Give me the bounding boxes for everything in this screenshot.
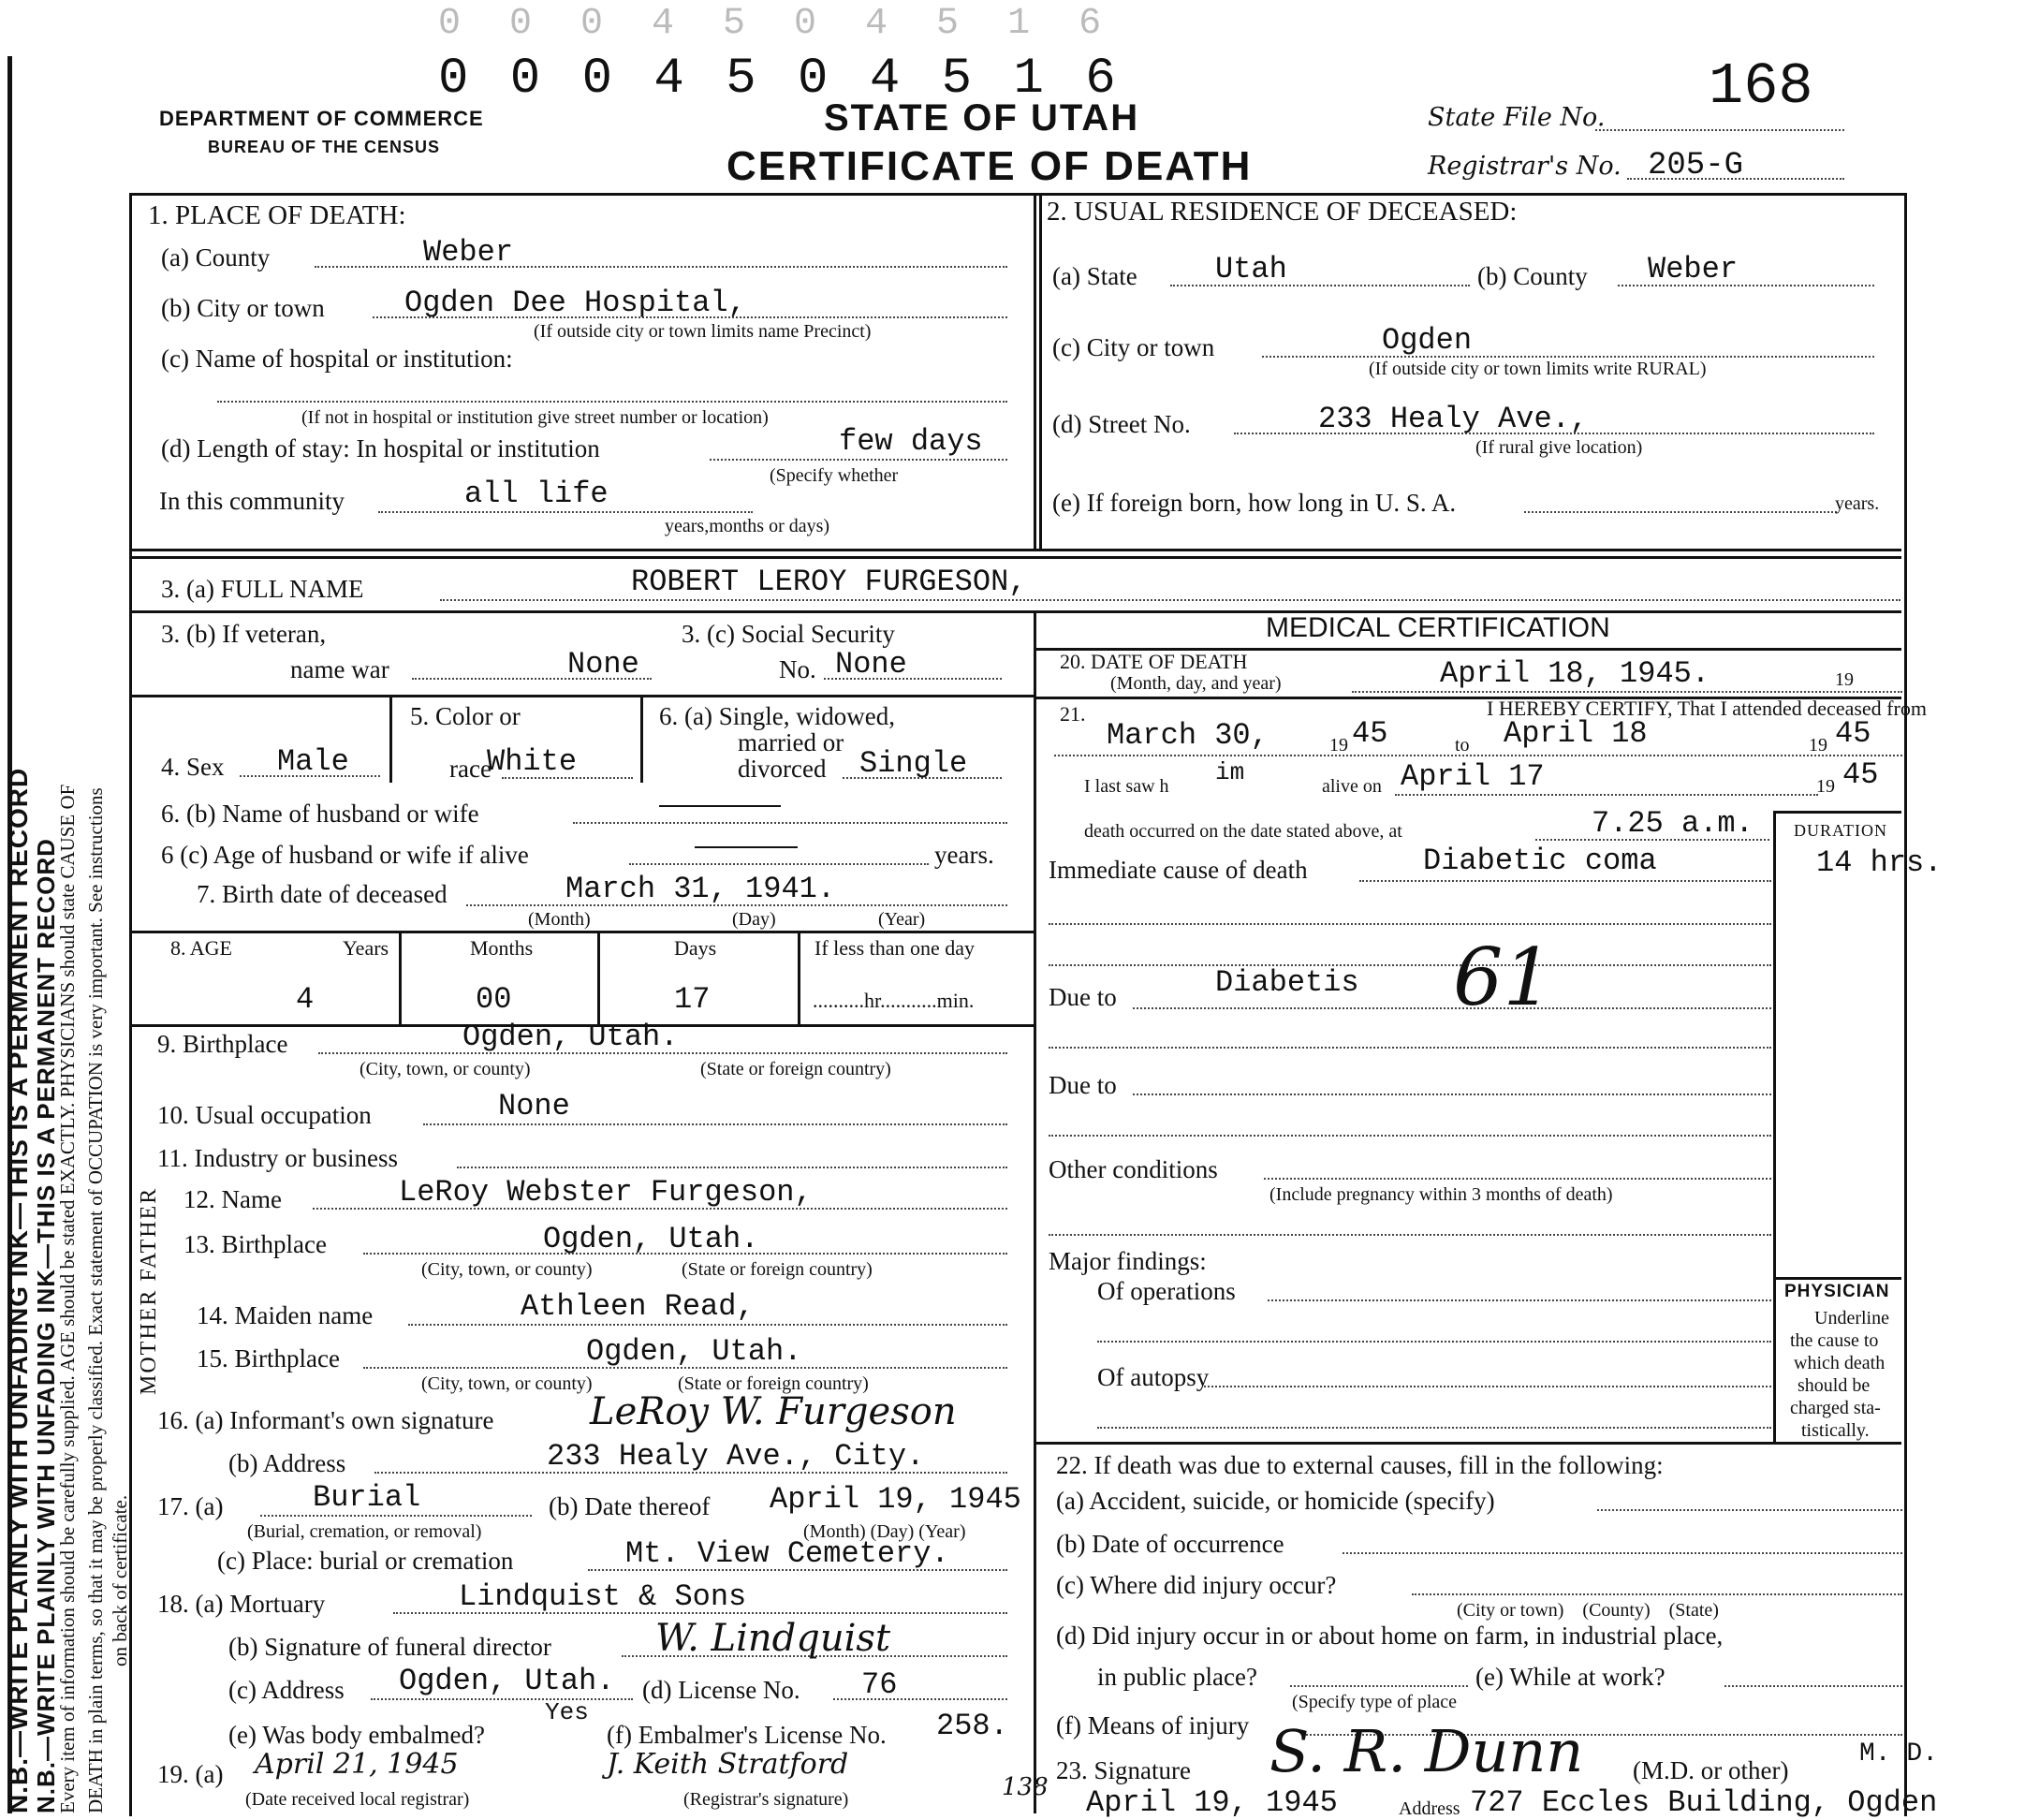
death-county-value: Weber <box>423 235 514 270</box>
last-saw-value: April 17 <box>1401 759 1545 794</box>
bureau-label: BUREAU OF THE CENSUS <box>208 138 441 156</box>
last-saw-19: 19 <box>1816 776 1835 797</box>
year-note: (Year) <box>878 909 926 930</box>
spouse-years: years. <box>934 841 994 869</box>
physician-address-value: 727 Eccles Building, Ogden <box>1470 1785 1938 1820</box>
full-name-value: ROBERT LEROY FURGESON, <box>631 565 1027 599</box>
marital-label-3: divorced <box>738 755 827 783</box>
registrar-mark: 138 <box>1002 1773 1049 1801</box>
margin-instructions-2: DEATH in plain terms, so that it may be properly classified. Exact statement of OCCUPATION is very important. See instructions <box>84 787 107 1813</box>
race-value: White <box>487 744 578 779</box>
md-value: M. D. <box>1859 1739 1939 1769</box>
date-of-death-value: April 18, 1945. <box>1440 656 1710 691</box>
occupation-label: 10. Usual occupation <box>157 1101 372 1129</box>
foreign-born-label: (e) If foreign born, how long in U. S. A. <box>1052 489 1457 517</box>
date-of-death-label: 20. DATE OF DEATH <box>1060 650 1248 673</box>
certify-text: I HEREBY CERTIFY, That I attended deceased from <box>1487 697 1927 720</box>
burial-place-label: (c) Place: burial or cremation <box>217 1547 514 1575</box>
residence-state-value: Utah <box>1215 252 1287 286</box>
received-date-value: April 21, 1945 <box>255 1748 459 1781</box>
immediate-cause-label: Immediate cause of death <box>1049 856 1308 884</box>
burial-place-value: Mt. View Cemetery. <box>625 1536 949 1571</box>
license-label: (d) License No. <box>642 1676 800 1704</box>
sex-value: Male <box>277 744 349 779</box>
death-city-label: (b) City or town <box>161 294 325 322</box>
certify-number: 21. <box>1060 702 1086 726</box>
community-label: In this community <box>159 487 345 515</box>
last-saw-year: 45 <box>1842 757 1879 792</box>
received-note: (Date received local registrar) <box>245 1789 470 1810</box>
social-security-label: 3. (c) Social Security <box>682 620 895 648</box>
full-name-label: 3. (a) FULL NAME <box>161 575 364 603</box>
father-city-note: (City, town, or county) <box>421 1259 593 1280</box>
place-of-death-heading: 1. PLACE OF DEATH: <box>148 200 406 230</box>
father-state-note: (State or foreign country) <box>682 1259 873 1280</box>
external-c-label: (c) Where did injury occur? <box>1056 1571 1337 1599</box>
margin-instructions-1: Every item of information should be carefully supplied. AGE should be stated EXACTLY. PHYSICIANS should state CAUSE OF <box>56 784 79 1813</box>
residence-county-value: Weber <box>1648 252 1739 286</box>
length-of-stay-label: (d) Length of stay: In hospital or institution <box>161 434 600 462</box>
hr-min-field: ..........hr...........min. <box>813 989 975 1012</box>
community-value: all life <box>464 477 609 511</box>
external-f-label: (f) Means of injury <box>1056 1711 1250 1739</box>
father-birthplace-label: 13. Birthplace <box>183 1230 327 1258</box>
burial-mdy-note: (Month) (Day) (Year) <box>803 1521 966 1542</box>
month-note: (Month) <box>528 909 591 930</box>
pregnancy-note: (Include pregnancy within 3 months of death) <box>1269 1184 1613 1205</box>
mother-birthplace-value: Ogden, Utah. <box>586 1334 802 1369</box>
physician-note-6: tistically. <box>1801 1420 1870 1441</box>
attended-to-value: April 18 <box>1504 716 1648 751</box>
time-of-death-value: 7.25 a.m. <box>1592 806 1754 841</box>
physician-signature: S. R. Dunn <box>1269 1717 1584 1785</box>
physician-heading: PHYSICIAN <box>1784 1282 1890 1301</box>
of-operations-label: Of operations <box>1097 1277 1236 1305</box>
father-name-label: 12. Name <box>183 1185 282 1213</box>
medical-certification-heading: MEDICAL CERTIFICATION <box>1266 612 1610 643</box>
address-label: Address <box>1399 1798 1460 1819</box>
birthplace-value: Ogden, Utah. <box>462 1020 679 1054</box>
funeral-director-label: (b) Signature of funeral director <box>228 1633 551 1661</box>
spouse-name-label: 6. (b) Name of husband or wife <box>161 800 479 828</box>
embalmer-license-value: 258. <box>936 1709 1008 1743</box>
residence-heading: 2. USUAL RESIDENCE OF DECEASED: <box>1047 197 1518 227</box>
age-days-value: 17 <box>674 982 711 1017</box>
burial-value: Burial <box>313 1480 421 1515</box>
rural-note: (If rural give location) <box>1475 437 1643 458</box>
age-months-value: 00 <box>476 982 512 1017</box>
burial-date-label: (b) Date thereof <box>549 1492 711 1520</box>
birthplace-city-note: (City, town, or county) <box>360 1059 531 1079</box>
faded-serial-number: 0 0 0 4 5 0 4 5 1 6 <box>438 3 1115 45</box>
physician-signature-label: 23. Signature <box>1056 1756 1191 1784</box>
mother-name-value: Athleen Read, <box>521 1289 755 1324</box>
other-conditions-label: Other conditions <box>1049 1155 1218 1183</box>
burial-label: 17. (a) <box>157 1492 224 1520</box>
birthplace-state-note: (State or foreign country) <box>700 1059 891 1079</box>
external-d-label-2: in public place? <box>1097 1663 1257 1691</box>
duration-label: DURATION <box>1794 821 1887 840</box>
permanent-record-banner-2: N.B.—WRITE PLAINLY WITH UNFADING INK—THIS IS A PERMANENT RECORD <box>32 838 60 1813</box>
color-label: 5. Color or <box>410 702 521 730</box>
external-e-label: (e) While at work? <box>1475 1663 1665 1691</box>
external-d-note: (Specify type of place <box>1292 1692 1458 1712</box>
burial-date-value: April 19, 1945 <box>770 1482 1021 1517</box>
external-c-note: (City or town) (County) (State) <box>1457 1600 1719 1621</box>
embalmer-license-label: (f) Embalmer's License No. <box>607 1721 887 1749</box>
physician-note-2: the cause to <box>1790 1330 1879 1351</box>
state-file-label: State File No. <box>1428 103 1606 132</box>
mother-birthplace-label: 15. Birthplace <box>197 1344 340 1372</box>
to-year: 45 <box>1835 716 1871 751</box>
street-value: 233 Healy Ave., <box>1318 402 1589 436</box>
physician-note-1: Underline <box>1814 1308 1889 1328</box>
license-value: 76 <box>861 1667 898 1702</box>
external-causes-heading: 22. If death was due to external causes, fill in the following: <box>1056 1451 1664 1479</box>
alive-on-label: alive on <box>1322 776 1382 797</box>
certificate-serial-number: 0 0 0 4 5 0 4 5 1 6 <box>438 51 1122 108</box>
received-label: 19. (a) <box>157 1760 224 1788</box>
major-findings-label: Major findings: <box>1049 1247 1207 1275</box>
mortuary-value: Lindquist & Sons <box>459 1579 747 1614</box>
death-county-label: (a) County <box>161 243 271 272</box>
father-birthplace-value: Ogden, Utah. <box>543 1222 759 1256</box>
state-file-number: 168 <box>1709 53 1813 120</box>
marital-label: 6. (a) Single, widowed, <box>659 702 895 730</box>
war-label: name war <box>290 655 389 683</box>
birth-date-value: March 31, 1941. <box>565 872 836 906</box>
residence-city-value: Ogden <box>1382 323 1473 358</box>
mortuary-address-label: (c) Address <box>228 1676 345 1704</box>
permanent-record-banner: N.B.—WRITE PLAINLY WITH UNFADING INK—THIS IS A PERMANENT RECORD <box>4 767 33 1813</box>
mortuary-label: 18. (a) Mortuary <box>157 1590 326 1618</box>
mother-state-note: (State or foreign country) <box>678 1373 869 1394</box>
duration-value: 14 hrs. <box>1816 845 1943 880</box>
occupation-value: None <box>498 1089 570 1123</box>
external-b-label: (b) Date of occurrence <box>1056 1530 1284 1558</box>
to-19: 19 <box>1809 735 1827 756</box>
industry-label: 11. Industry or business <box>157 1144 398 1172</box>
death-occurred-label: death occurred on the date stated above, at <box>1084 821 1402 842</box>
marital-label-2: married or <box>738 728 844 756</box>
from-19: 19 <box>1329 735 1348 756</box>
age-months-label: Months <box>470 936 534 960</box>
registrar-signature: J. Keith Stratford <box>607 1748 849 1781</box>
veteran-label: 3. (b) If veteran, <box>161 620 327 648</box>
informant-address-value: 233 Healy Ave., City. <box>547 1439 925 1474</box>
department-label: DEPARTMENT OF COMMERCE <box>159 107 484 130</box>
external-a-label: (a) Accident, suicide, or homicide (specify) <box>1056 1487 1495 1515</box>
foreign-years: years. <box>1835 493 1880 514</box>
date-of-death-19: 19 <box>1835 669 1854 690</box>
embalmed-value: Yes <box>545 1698 589 1726</box>
age-label: 8. AGE <box>170 936 232 960</box>
from-year: 45 <box>1352 716 1388 751</box>
state-title: STATE OF UTAH <box>824 97 1140 139</box>
registrar-number: 205-G <box>1648 148 1744 183</box>
informant-address-label: (b) Address <box>228 1449 346 1477</box>
spouse-age-label: 6 (c) Age of husband or wife if alive <box>161 841 529 869</box>
page-title: CERTIFICATE OF DEATH <box>726 143 1253 189</box>
death-city-note: (If outside city or town limits name Precinct) <box>534 321 872 342</box>
due-to-label-2: Due to <box>1049 1071 1117 1099</box>
residence-city-label: (c) City or town <box>1052 333 1215 361</box>
attended-from-value: March 30, <box>1107 718 1269 753</box>
ss-value: None <box>835 647 907 682</box>
burial-note: (Burial, cremation, or removal) <box>247 1521 482 1542</box>
birth-date-label: 7. Birth date of deceased <box>197 880 448 908</box>
residence-city-note: (If outside city or town limits write RURAL) <box>1369 359 1707 379</box>
last-saw-pronoun: im <box>1215 758 1245 786</box>
residence-state-label: (a) State <box>1052 262 1137 290</box>
informant-signature-label: 16. (a) Informant's own signature <box>157 1406 494 1434</box>
md-or-other-label: (M.D. or other) <box>1633 1756 1789 1784</box>
specify-whether-note: (Specify whether <box>770 465 899 486</box>
mother-father-label: MOTHER FATHER <box>137 1186 161 1395</box>
mother-city-note: (City, town, or county) <box>421 1373 593 1394</box>
years-months-days-note: years,months or days) <box>665 516 830 536</box>
funeral-director-signature: W. Lindquist <box>655 1617 891 1660</box>
race-label: race <box>449 755 492 783</box>
registrar-note: (Registrar's signature) <box>683 1789 849 1810</box>
cause-code: 61 <box>1453 932 1553 1023</box>
signature-date-value: April 19, 1945 <box>1086 1785 1338 1820</box>
registrar-number-label: Registrar's No. <box>1428 152 1621 181</box>
physician-note-4: should be <box>1798 1375 1871 1396</box>
death-city-value: Ogden Dee Hospital, <box>404 286 746 320</box>
to-label: to <box>1455 735 1470 756</box>
age-days-label: Days <box>674 936 717 960</box>
informant-signature: LeRoy W. Furgeson <box>590 1390 957 1433</box>
war-value: None <box>567 647 639 682</box>
ss-no-label: No. <box>779 655 816 683</box>
less-than-day-label: If less than one day <box>814 936 976 960</box>
length-of-stay-value: few days <box>839 424 983 459</box>
embalmed-label: (e) Was body embalmed? <box>228 1721 485 1749</box>
mortuary-address-value: Ogden, Utah. <box>399 1664 615 1698</box>
last-saw-label: I last saw h <box>1084 776 1169 797</box>
sex-label: 4. Sex <box>161 753 225 781</box>
due-to-label-1: Due to <box>1049 983 1117 1011</box>
age-years-value: 4 <box>296 982 315 1017</box>
due-to-value-1: Diabetis <box>1215 965 1359 1000</box>
street-label: (d) Street No. <box>1052 410 1191 438</box>
immediate-cause-value: Diabetic coma <box>1423 844 1657 878</box>
of-autopsy-label: Of autopsy <box>1097 1363 1210 1391</box>
father-name-value: LeRoy Webster Furgeson, <box>399 1175 813 1210</box>
physician-note-5: charged sta- <box>1790 1398 1881 1418</box>
external-d-label: (d) Did injury occur in or about home on farm, in industrial place, <box>1056 1622 1724 1650</box>
marital-value: Single <box>859 746 968 781</box>
physician-note-3: which death <box>1794 1353 1886 1373</box>
hospital-label: (c) Name of hospital or institution: <box>161 345 513 373</box>
mother-name-label: 14. Maiden name <box>197 1301 374 1329</box>
hospital-note: (If not in hospital or institution give street number or location) <box>301 407 769 428</box>
age-years-label: Years <box>343 936 389 960</box>
residence-county-label: (b) County <box>1477 262 1588 290</box>
margin-instructions-3: on back of certificate. <box>109 1494 131 1666</box>
day-note: (Day) <box>732 909 776 930</box>
birthplace-label: 9. Birthplace <box>157 1030 288 1058</box>
date-of-death-note: (Month, day, and year) <box>1110 673 1282 694</box>
